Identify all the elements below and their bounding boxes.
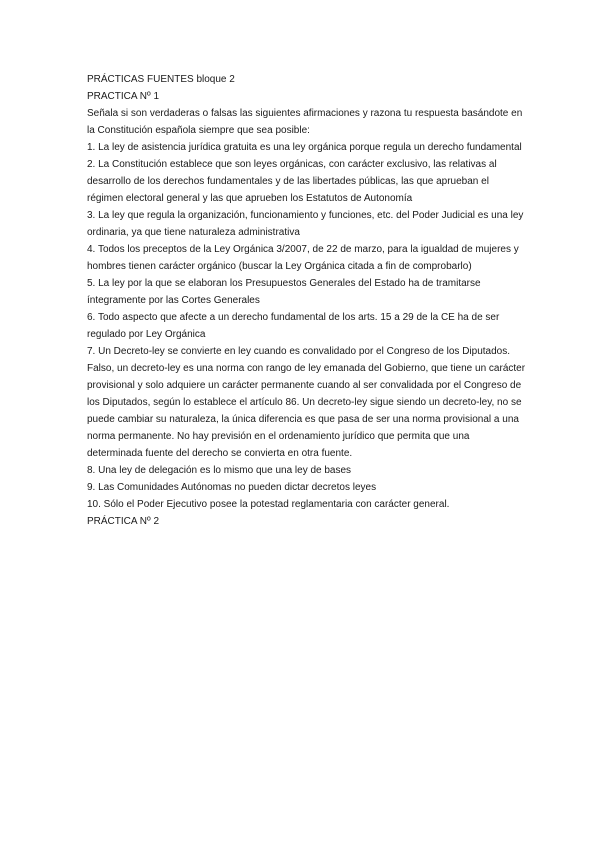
question-9: 9. Las Comunidades Autónomas no pueden dictar decretos leyes [87,482,377,493]
question-8: 8. Una ley de delegación es lo mismo que una ley de bases [87,465,352,476]
practice-2-heading: PRÁCTICA Nº 2 [87,516,160,527]
document-body [87,71,527,530]
question-4: 4. Todos los preceptos de la Ley Orgánica 3/2007, de 22 de marzo, para la igualdad de mujeres y hombres tienen carácter orgánico (buscar la Ley Orgánica citada a fin de comprobarlo) [87,244,519,272]
document-title: PRÁCTICAS FUENTES bloque 2 [87,74,235,85]
question-5: 5. La ley por la que se elaboran los Presupuestos Generales del Estado ha de tramitarse íntegramente por las Cortes Generales [87,278,481,306]
question-2: 2. La Constitución establece que son leyes orgánicas, con carácter exclusivo, las relativas al desarrollo de los derechos fundamentales y de las libertades públicas, las que aprueban el régimen electoral general y las que aprueben los Estatutos de Autonomía [87,159,497,204]
question-10: 10. Sólo el Poder Ejecutivo posee la potestad reglamentaria con carácter general. [87,499,450,510]
question-7: 7. Un Decreto-ley se convierte en ley cuando es convalidado por el Congreso de los Diputados. Falso, un decreto-ley es una norma con rango de ley emanada del Gobierno, que tiene un carácter provisional y solo adquiere un carácter permanente cuando al ser convalidada por el Congreso de los Diputados, según lo establece el artículo 86. Un decreto-ley sigue siendo un decreto-ley, no se puede cambiar su naturaleza, la única diferencia es que pasa de ser una norma provisional a una norma permanente. No hay previsión en el ordenamiento jurídico que permita que una determinada fuente del derecho se convierta en otra fuente. [87,346,526,459]
instructions-text: Señala si son verdaderas o falsas las siguientes afirmaciones y razona tu respuesta basándote en la Constitución española siempre que sea posible: [87,108,523,136]
question-3: 3. La ley que regula la organización, funcionamiento y funciones, etc. del Poder Judicial es una ley ordinaria, ya que tiene naturaleza administrativa [87,210,524,238]
question-6: 6. Todo aspecto que afecte a un derecho fundamental de los arts. 15 a 29 de la CE ha de ser regulado por Ley Orgánica [87,312,500,340]
question-1: 1. La ley de asistencia jurídica gratuita es una ley orgánica porque regula un derecho fundamental [87,142,522,153]
practice-1-heading: PRACTICA Nº 1 [87,91,160,102]
